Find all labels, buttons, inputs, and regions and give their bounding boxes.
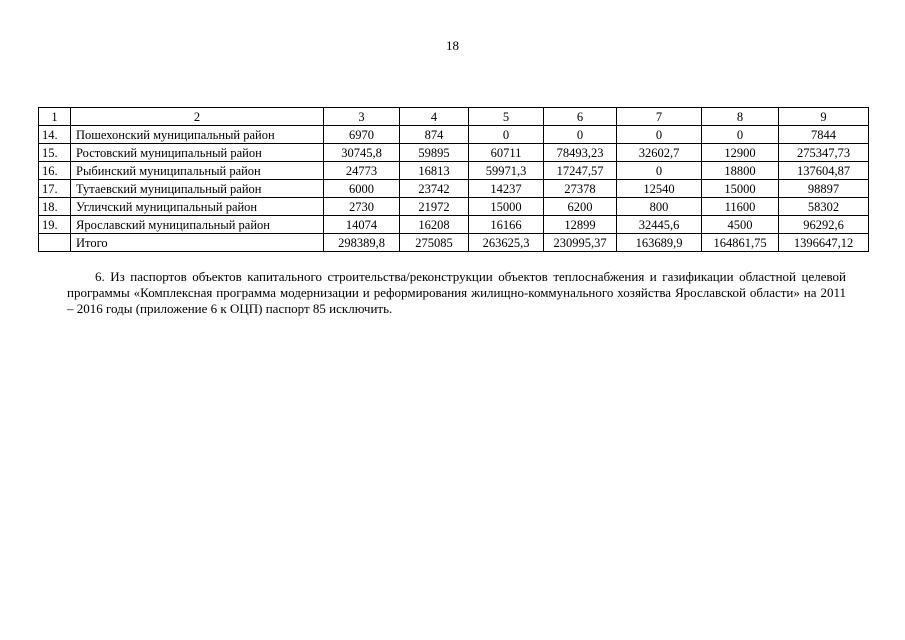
value-cell: 15000 [469,198,544,216]
value-cell: 18800 [702,162,779,180]
district-name-cell: Рыбинский муниципальный район [71,162,324,180]
total-label-cell: Итого [71,234,324,252]
value-cell: 874 [400,126,469,144]
value-cell: 4500 [702,216,779,234]
table-header-row [39,108,869,126]
row-number-cell: 17. [39,180,71,198]
header-cell: 7 [617,108,702,126]
value-cell: 0 [702,126,779,144]
value-cell: 6970 [324,126,400,144]
value-cell: 263625,3 [469,234,544,252]
header-cell: 4 [400,108,469,126]
value-cell: 78493,23 [544,144,617,162]
value-cell: 32602,7 [617,144,702,162]
value-cell: 2730 [324,198,400,216]
row-number-cell: 14. [39,126,71,144]
value-cell: 12540 [617,180,702,198]
value-cell: 23742 [400,180,469,198]
value-cell: 59895 [400,144,469,162]
district-name-cell: Угличский муниципальный район [71,198,324,216]
value-cell: 16813 [400,162,469,180]
page-number: 18 [446,38,459,53]
value-cell: 14074 [324,216,400,234]
district-name-cell: Ярославский муниципальный район [71,216,324,234]
data-table [38,107,869,252]
value-cell: 163689,9 [617,234,702,252]
value-cell: 0 [617,162,702,180]
row-number-cell [39,234,71,252]
value-cell: 275085 [400,234,469,252]
value-cell: 24773 [324,162,400,180]
value-cell: 6200 [544,198,617,216]
amendment-paragraph: 6. Из паспортов объектов капитального строительства/реконструкции объектов теплоснабжения и газификации областной целевой программы «Комплексная программа модернизации и реформирования жилищно-коммунального хозяйства Ярославской области» на 2011 – 2016 годы (приложение 6 к ОЦП) паспорт 85 исключить. [67,269,846,316]
table-row [39,216,869,234]
value-cell: 59971,3 [469,162,544,180]
total-cell: 137604,87 [779,162,869,180]
header-cell: 3 [324,108,400,126]
table-row [39,198,869,216]
value-cell: 27378 [544,180,617,198]
total-cell: 58302 [779,198,869,216]
district-name-cell: Пошехонский муниципальный район [71,126,324,144]
value-cell: 0 [469,126,544,144]
total-cell: 1396647,12 [779,234,869,252]
table-row [39,180,869,198]
total-cell: 275347,73 [779,144,869,162]
value-cell: 16166 [469,216,544,234]
value-cell: 15000 [702,180,779,198]
value-cell: 16208 [400,216,469,234]
value-cell: 11600 [702,198,779,216]
value-cell: 6000 [324,180,400,198]
row-number-cell: 18. [39,198,71,216]
header-cell: 6 [544,108,617,126]
header-cell: 8 [702,108,779,126]
value-cell: 21972 [400,198,469,216]
total-cell: 7844 [779,126,869,144]
row-number-cell: 15. [39,144,71,162]
header-cell: 2 [71,108,324,126]
value-cell: 12900 [702,144,779,162]
value-cell: 0 [617,126,702,144]
value-cell: 17247,57 [544,162,617,180]
row-number-cell: 16. [39,162,71,180]
table-row [39,144,869,162]
district-name-cell: Ростовский муниципальный район [71,144,324,162]
header-cell: 9 [779,108,869,126]
value-cell: 800 [617,198,702,216]
header-cell: 1 [39,108,71,126]
value-cell: 12899 [544,216,617,234]
value-cell: 298389,8 [324,234,400,252]
row-number-cell: 19. [39,216,71,234]
district-name-cell: Тутаевский муниципальный район [71,180,324,198]
header-cell: 5 [469,108,544,126]
total-cell: 96292,6 [779,216,869,234]
table-row [39,162,869,180]
table-row [39,126,869,144]
value-cell: 230995,37 [544,234,617,252]
value-cell: 0 [544,126,617,144]
value-cell: 164861,75 [702,234,779,252]
value-cell: 14237 [469,180,544,198]
value-cell: 30745,8 [324,144,400,162]
value-cell: 32445,6 [617,216,702,234]
total-cell: 98897 [779,180,869,198]
value-cell: 60711 [469,144,544,162]
table-total-row [39,234,869,252]
